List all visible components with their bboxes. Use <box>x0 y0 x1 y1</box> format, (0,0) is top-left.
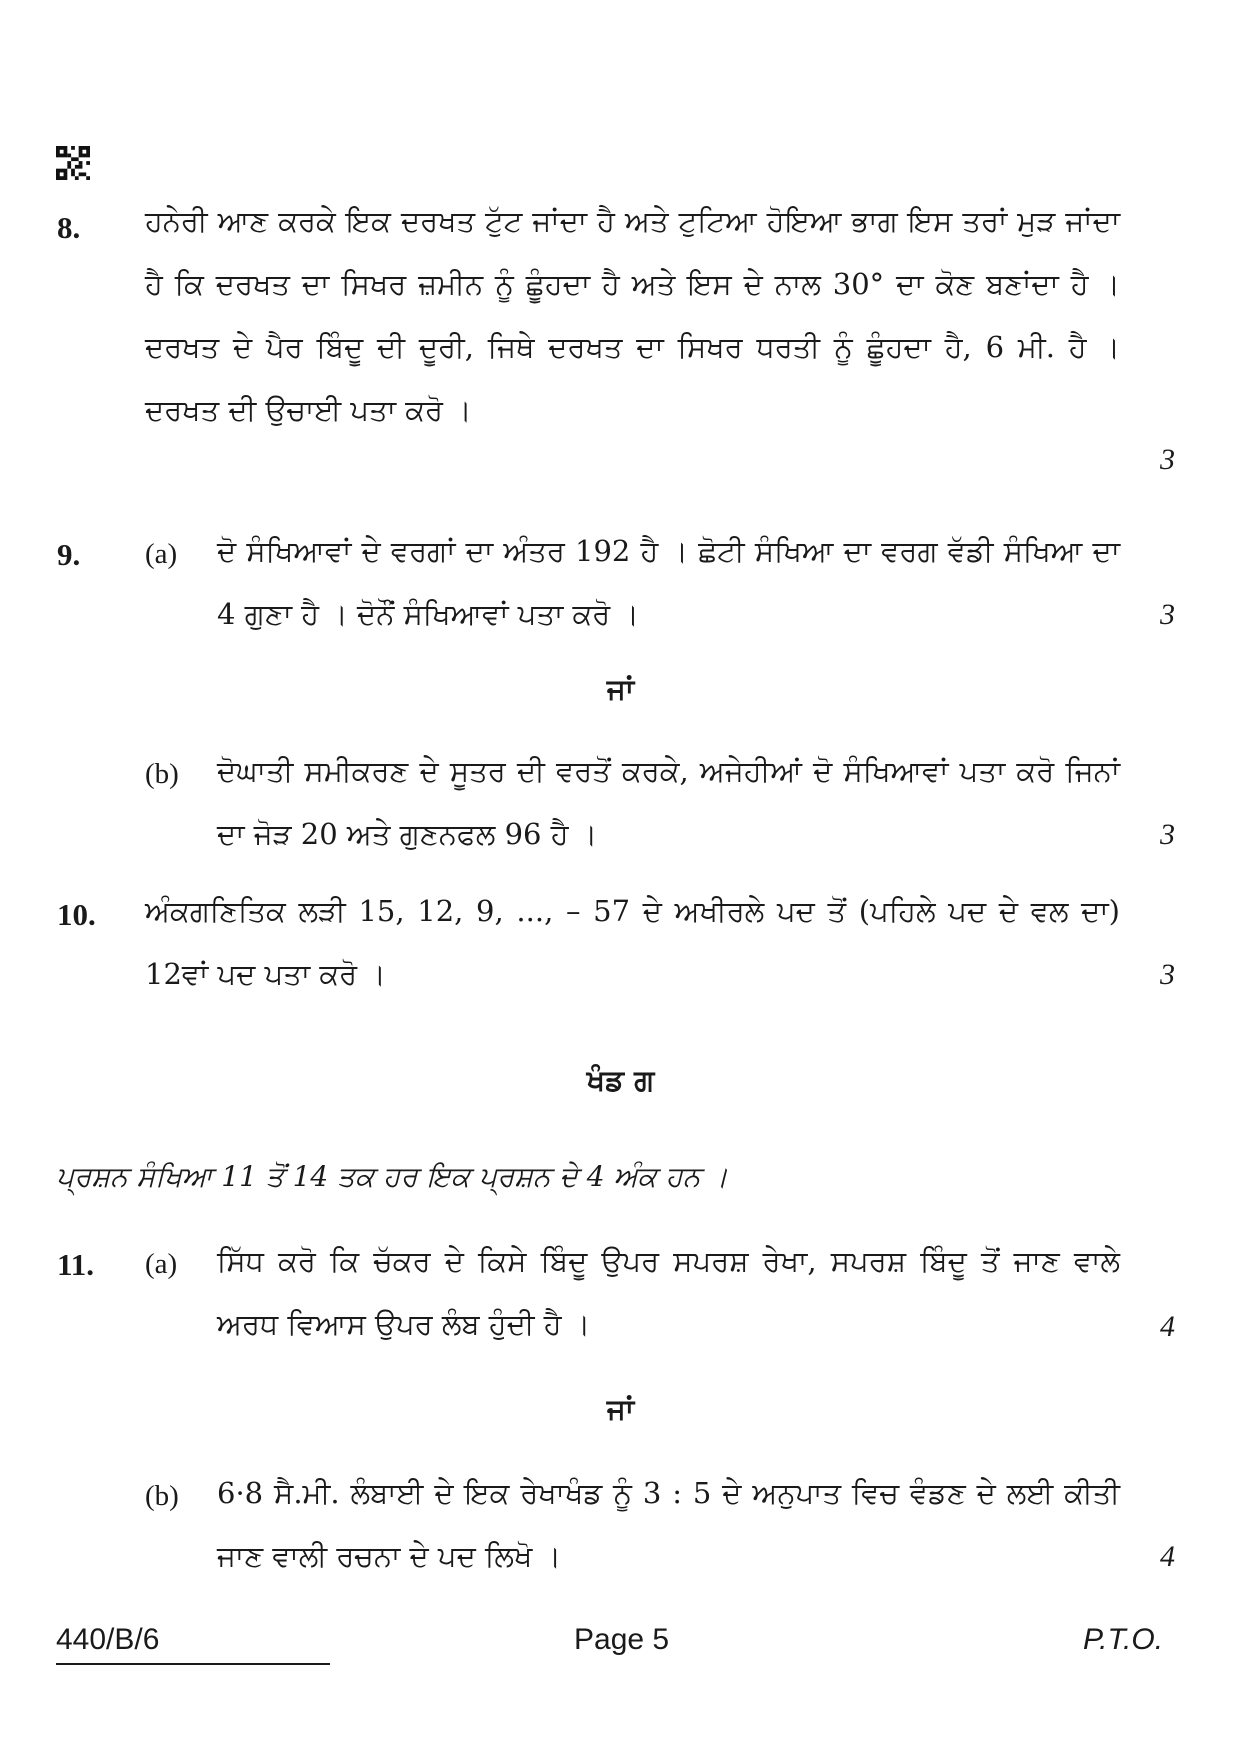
paper-code: 440/B/6 <box>56 1623 160 1656</box>
question-number: 11. <box>57 1247 95 1282</box>
or-separator: ਜਾਂ <box>606 1392 635 1426</box>
page-number: Page 5 <box>574 1623 670 1656</box>
or-separator: ਜਾਂ <box>606 672 635 706</box>
marks: 3 <box>1160 598 1175 631</box>
part-b-text: 6·8 ਸੈ.ਮੀ. ਲੰਬਾਈ ਦੇ ਇਕ ਰੇਖਾਖੰਡ ਨੂੰ 3 : 5 ਦੇ ਅਨੁਪਾਤ ਵਿਚ ਵੰਡਣ ਦੇ ਲਈ ਕੀਤੀ ਜਾਣ ਵਾਲੀ ਰਚਨਾ ਦੇ ਪਦ ਲਿਖੋ । <box>217 1476 1120 1573</box>
part-b-text: ਦੋਘਾਤੀ ਸਮੀਕਰਣ ਦੇ ਸੂਤਰ ਦੀ ਵਰਤੋਂ ਕਰਕੇ, ਅਜੇਹੀਆਂ ਦੋ ਸੰਖਿਆਵਾਂ ਪਤਾ ਕਰੋ ਜਿਨਾਂ ਦਾ ਜੋੜ 20 ਅਤੇ ਗੁਣਨਫਲ 96 ਹੈ । <box>217 754 1120 851</box>
question-text: ਅੰਕਗਣਿਤਿਕ ਲੜੀ 15, 12, 9, ..., – 57 ਦੇ ਅਖੀਰਲੇ ਪਦ ਤੋਂ (ਪਹਿਲੇ ਪਦ ਦੇ ਵਲ ਦਾ) 12ਵਾਂ ਪਦ ਪਤਾ ਕਰੋ । <box>145 894 1120 991</box>
question-number: 8. <box>57 210 81 245</box>
pto-label: P.T.O. <box>1083 1623 1164 1656</box>
marks: 3 <box>1160 958 1175 991</box>
part-a-text: ਦੋ ਸੰਖਿਆਵਾਂ ਦੇ ਵਰਗਾਂ ਦਾ ਅੰਤਰ 192 ਹੈ । ਛੋਟੀ ਸੰਖਿਆ ਦਾ ਵਰਗ ਵੱਡੀ ਸੰਖਿਆ ਦਾ 4 ਗੁਣਾ ਹੈ । ਦੋਨੌਂ ਸੰਖਿਆਵਾਂ ਪਤਾ ਕਰੋ । <box>217 534 1120 631</box>
part-label: (b) <box>145 758 179 790</box>
marks: 3 <box>1160 818 1175 851</box>
section-title: ਖੰਡ ਗ <box>586 1063 655 1097</box>
question-number: 9. <box>57 537 81 572</box>
part-a-text: ਸਿੱਧ ਕਰੋ ਕਿ ਚੱਕਰ ਦੇ ਕਿਸੇ ਬਿੰਦੂ ਉਪਰ ਸਪਰਸ਼ ਰੇਖਾ, ਸਪਰਸ਼ ਬਿੰਦੂ ਤੋਂ ਜਾਣ ਵਾਲੇ ਅਰਧ ਵਿਆਸ ਉਪਰ ਲੰਬ ਹੁੰਦੀ ਹੈ । <box>217 1244 1120 1341</box>
question-number: 10. <box>57 897 96 932</box>
qr-code-icon <box>56 146 90 180</box>
marks: 3 <box>1160 443 1175 476</box>
question-text: ਹਨੇਰੀ ਆਣ ਕਰਕੇ ਇਕ ਦਰਖਤ ਟੁੱਟ ਜਾਂਦਾ ਹੈ ਅਤੇ ਟੁਟਿਆ ਹੋਇਆ ਭਾਗ ਇਸ ਤਰਾਂ ਮੁੜ ਜਾਂਦਾ ਹੈ ਕਿ ਦਰਖਤ ਦਾ ਸਿਖਰ ਜ਼ਮੀਨ ਨੂੰ ਛੂੰਹਦਾ ਹੈ ਅਤੇ ਇਸ ਦੇ ਨਾਲ 30° ਦਾ ਕੋਣ ਬਣਾਂਦਾ ਹੈ । ਦਰਖਤ ਦੇ ਪੈਰ ਬਿੰਦੂ ਦੀ ਦੂਰੀ, ਜਿਥੇ ਦਰਖਤ ਦਾ ਸਿਖਰ ਧਰਤੀ ਨੂੰ ਛੂੰਹਦਾ ਹੈ, 6 ਮੀ. ਹੈ । ਦਰਖਤ ਦੀ ਉਚਾਈ ਪਤਾ ਕਰੋ । <box>145 204 1120 427</box>
footer-underline <box>56 1663 330 1665</box>
part-label: (b) <box>145 1480 179 1512</box>
marks: 4 <box>1160 1540 1175 1573</box>
section-instruction: ਪ੍ਰਸ਼ਨ ਸੰਖਿਆ 11 ਤੋਂ 14 ਤਕ ਹਰ ਇਕ ਪ੍ਰਸ਼ਨ ਦੇ 4 ਅੰਕ ਹਨ । <box>56 1160 728 1193</box>
part-label: (a) <box>145 538 178 570</box>
marks: 4 <box>1160 1310 1175 1343</box>
part-label: (a) <box>145 1248 178 1280</box>
